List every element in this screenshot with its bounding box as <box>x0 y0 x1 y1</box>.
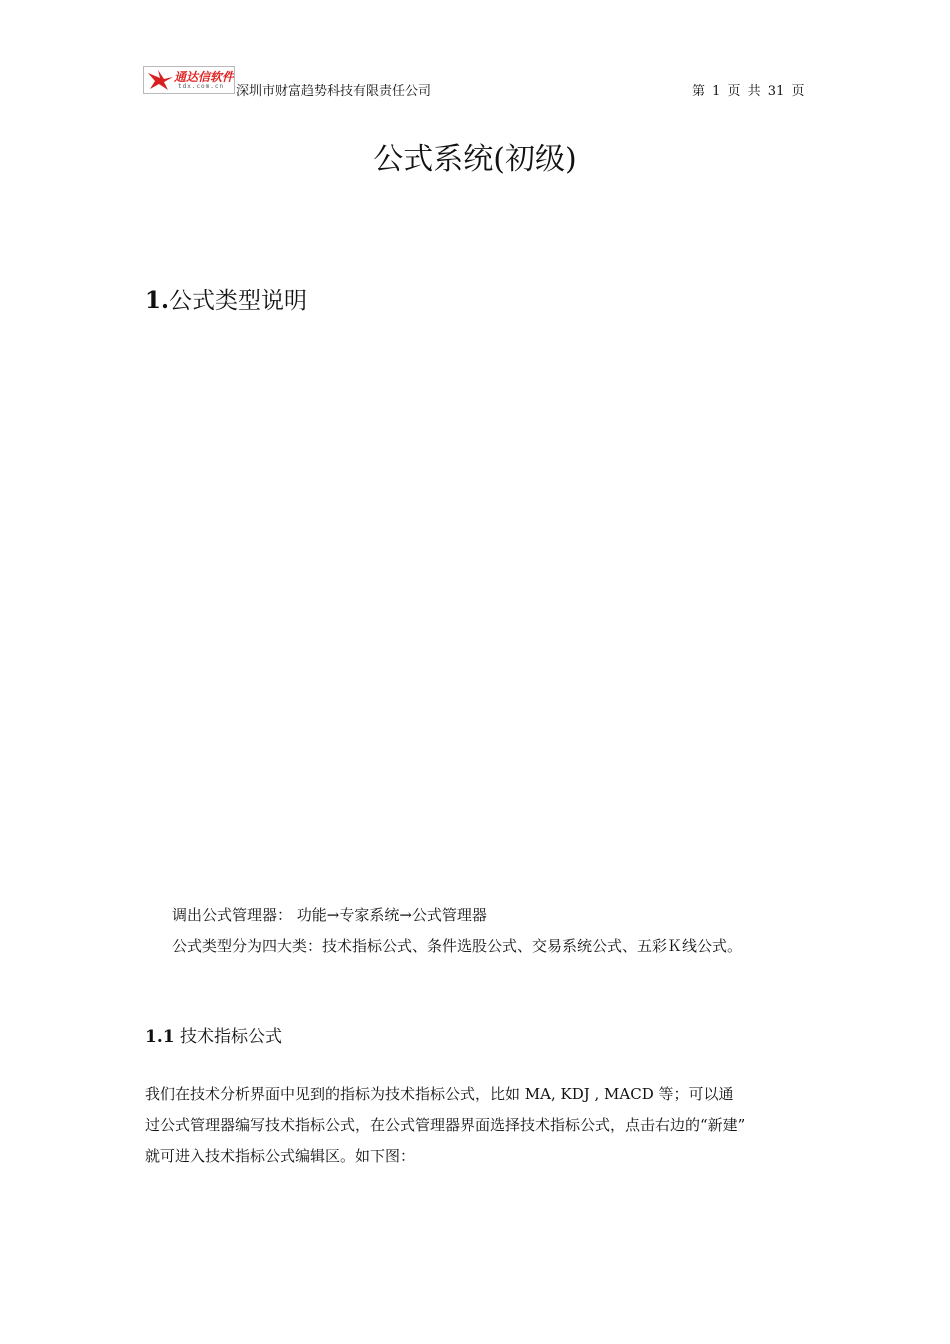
section-1-heading <box>145 282 307 315</box>
section-1-1-heading <box>145 1022 282 1047</box>
section-1-1-line-1: 我们在技术分析界面中见到的指标为技术指标公式，比如 MA, KDJ , MACD 等；可以通 <box>145 1085 734 1103</box>
page-number: 第 1 页 共 31 页 <box>692 84 805 99</box>
section-1-number: 1. <box>145 287 170 314</box>
section-1-line-2: 公式类型分为四大类：技术指标公式、条件选股公式、交易系统公式、五彩Ｋ线公式。 <box>172 937 743 955</box>
section-1-1-number: 1.1 <box>145 1027 175 1047</box>
logo-star-icon <box>146 69 174 91</box>
logo-text: 通达信软件 <box>174 70 235 84</box>
section-1-1-line-3: 就可进入技术指标公式编辑区。如下图： <box>145 1147 416 1165</box>
company-logo <box>143 66 235 94</box>
company-name: 深圳市财富趋势科技有限责任公司 <box>236 84 432 99</box>
section-1-1-line-2: 过公式管理器编写技术指标公式，在公式管理器界面选择技术指标公式，点击右边的“新建” <box>145 1116 746 1134</box>
logo-subtext: tdx.com.cn <box>178 83 225 90</box>
section-1-line-1: 调出公式管理器： 功能→专家系统→公式管理器 <box>172 906 487 924</box>
document-title: 公式系统(初级) <box>373 142 577 177</box>
section-1-heading-text: 公式类型说明 <box>169 288 308 314</box>
section-1-1-heading-text: 技术指标公式 <box>179 1027 282 1047</box>
